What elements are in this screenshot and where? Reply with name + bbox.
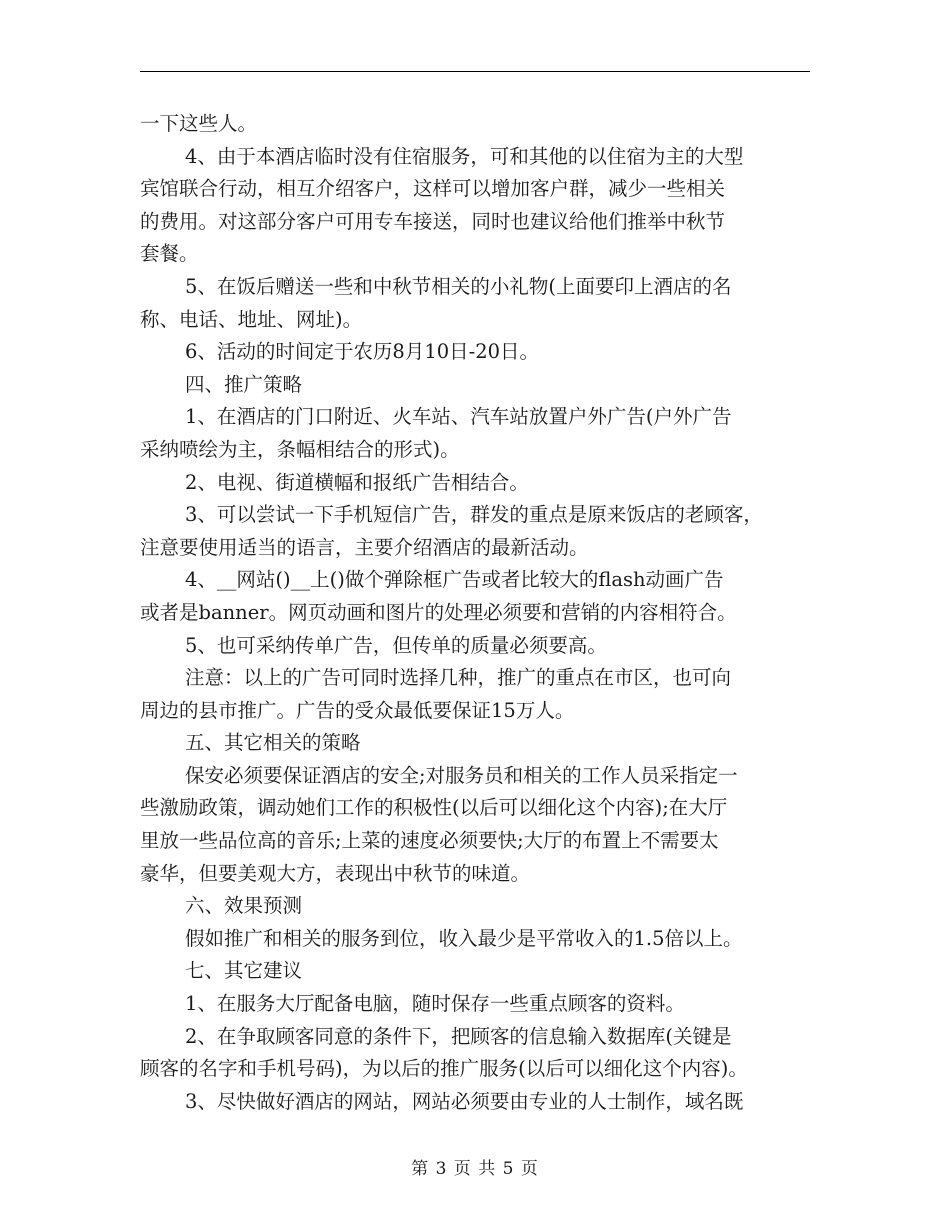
text-line: 周边的县市推广。广告的受众最低要保证15万人。 (140, 698, 575, 722)
text-line: 4、__网站()__上()做个弹除框广告或者比较大的flash动画广告 (185, 568, 724, 592)
text-line: 一下这些人。 (140, 112, 258, 135)
text-line: 注意要使用适当的语言，主要介绍酒店的最新活动。 (140, 535, 589, 559)
document-body (140, 108, 812, 1118)
text-line: 顾客的名字和手机号码)，为以后的推广服务(以后可以细化这个内容)。 (140, 1057, 748, 1081)
text-line: 保安必须要保证酒店的安全;对服务员和相关的工作人员采指定一 (185, 763, 738, 787)
text-line: 五、其它相关的策略 (185, 731, 361, 755)
text-line: 些激励政策，调动她们工作的积极性(以后可以细化这个内容);在大厅 (140, 796, 728, 820)
text-line: 豪华，但要美观大方，表现出中秋节的味道。 (140, 861, 531, 885)
text-line: 或者是banner。网页动画和图片的处理必须要和营销的内容相符合。 (140, 600, 737, 624)
text-line: 七、其它建议 (185, 959, 303, 983)
text-line: 六、效果预测 (185, 894, 303, 918)
text-line: 1、在酒店的门口附近、火车站、汽车站放置户外广告(户外广告 (185, 405, 732, 429)
text-line: 5、在饭后赠送一些和中秋节相关的小礼物(上面要印上酒店的名 (185, 274, 732, 298)
text-line: 的费用。对这部分客户可用专车接送，同时也建议给他们推举中秋节 (140, 209, 726, 233)
text-line: 4、由于本酒店临时没有住宿服务，可和其他的以住宿为主的大型 (185, 144, 744, 168)
text-line: 6、活动的时间定于农历8月10日-20日。 (185, 340, 540, 364)
text-line: 里放一些品位高的音乐;上菜的速度必须要快;大厅的布置上不需要太 (140, 829, 719, 853)
page-footer: 第 3 页 共 5 页 (411, 1159, 539, 1179)
text-line: 四、推广策略 (185, 372, 303, 396)
text-line: 假如推广和相关的服务到位，收入最少是平常收入的1.5倍以上。 (185, 926, 743, 950)
header-rule (140, 71, 810, 72)
text-line: 采纳喷绘为主，条幅相结合的形式)。 (140, 437, 460, 461)
text-line: 2、在争取顾客同意的条件下，把顾客的信息输入数据库(关键是 (185, 1024, 732, 1048)
text-line: 宾馆联合行动，相互介绍客户，这样可以增加客户群，减少一些相关 (140, 177, 726, 201)
text-line: 3、尽快做好酒店的网站，网站必须要由专业的人士制作，域名既 (185, 1089, 744, 1113)
text-line: 注意：以上的广告可同时选择几种，推广的重点在市区，也可向 (185, 666, 732, 690)
text-line: 称、电话、地址、网址)。 (140, 307, 363, 331)
text-line: 1、在服务大厅配备电脑，随时保存一些重点顾客的资料。 (185, 992, 685, 1016)
text-line: 2、电视、街道横幅和报纸广告相结合。 (185, 470, 529, 494)
text-line: 5、也可采纳传单广告，但传单的质量必须要高。 (185, 633, 607, 657)
text-line: 3、可以尝试一下手机短信广告，群发的重点是原来饭店的老顾客， (185, 503, 763, 527)
text-line: 套餐。 (140, 242, 199, 266)
